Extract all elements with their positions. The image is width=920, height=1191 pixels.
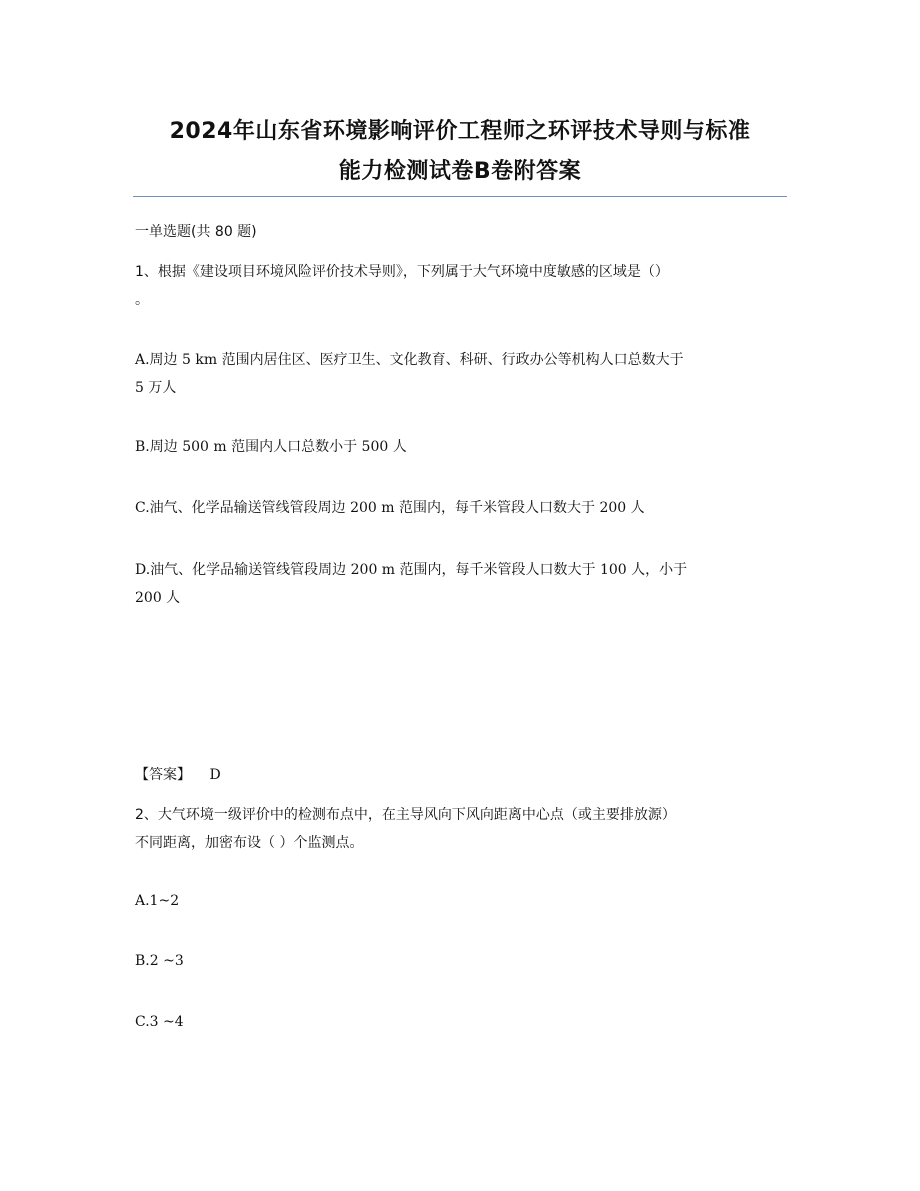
document-title-line-1: 2024年山东省环境影响评价工程师之环评技术导则与标准 (169, 119, 751, 144)
question-2-option-c: C.3 ~4 (135, 1014, 184, 1030)
answer-label: 【答案】 (135, 767, 191, 783)
question-1-option-c: C.油气、化学品输送管线管段周边 200 m 范围内，每千米管段人口数大于 200 人 (135, 500, 645, 516)
question-1-answer (135, 765, 221, 785)
question-1-stem-line-1: 1、根据《建设项目环境风险评价技术导则》，下列属于大气环境中度敏感的区域是（） (135, 264, 669, 280)
question-1-option-b: B.周边 500 m 范围内人口总数小于 500 人 (135, 439, 407, 455)
question-1-option-a-line-1: A.周边 5 km 范围内居住区、医疗卫生、文化教育、科研、行政办公等机构人口总数大于 (135, 352, 684, 368)
section-heading: 一单选题(共 80 题) (135, 224, 257, 240)
question-1-option-a-line-2: 5 万人 (135, 380, 177, 396)
question-2-option-a: A.1~2 (135, 893, 180, 909)
question-1-option-d-line-2: 200 人 (135, 590, 181, 606)
question-2-stem-line-1: 2、大气环境一级评价中的检测布点中，在主导风向下风向距离中心点（或主要排放源） (135, 807, 676, 823)
answer-value: D (209, 767, 221, 783)
document-title-line-2: 能力检测试卷B卷附答案 (338, 159, 582, 184)
question-2-option-b: B.2 ~3 (135, 953, 184, 969)
question-1-stem-line-2: 。 (135, 292, 149, 308)
question-1-option-d-line-1: D.油气、化学品输送管线管段周边 200 m 范围内，每千米管段人口数大于 100 人，小于 (135, 562, 688, 578)
title-divider (133, 196, 787, 197)
question-2-stem-line-2: 不同距离，加密布设（ ）个监测点。 (135, 835, 364, 851)
